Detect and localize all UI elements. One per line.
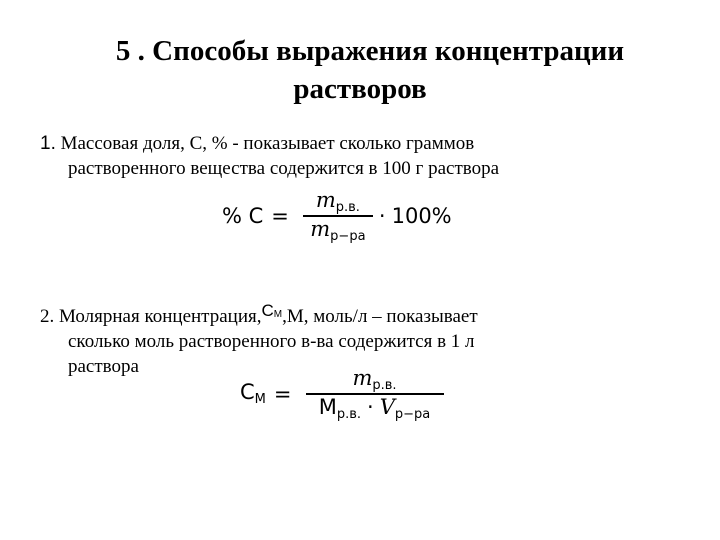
formula1-fraction bbox=[303, 188, 373, 244]
formula2-lhs-sub: М bbox=[254, 392, 266, 408]
formula2-denominator bbox=[316, 395, 434, 422]
formula2-num-var: m bbox=[352, 366, 373, 390]
formula2-den-v-sub: р−ра bbox=[394, 406, 431, 422]
molar-concentration-formula bbox=[240, 366, 450, 422]
mass-fraction-formula bbox=[222, 188, 452, 244]
formula2-dot: · bbox=[367, 394, 374, 419]
item1-line-1 bbox=[40, 131, 680, 156]
formula1-factor: 100% bbox=[391, 203, 452, 228]
item2-text-1b: ,М, моль/л – показывает bbox=[282, 306, 478, 327]
formula1-lhs: % C bbox=[222, 203, 264, 228]
formula2-numerator bbox=[349, 366, 399, 393]
item1-text-1: Массовая доля, С, % - показывает сколько граммов bbox=[55, 133, 475, 154]
molar-symbol-var: C bbox=[261, 301, 274, 320]
item2-text-1a: 2. Молярная концентрация, bbox=[40, 306, 262, 327]
formula1-num-var: m bbox=[315, 188, 336, 212]
formula1-equals: = bbox=[271, 203, 289, 228]
formula1-denominator bbox=[307, 217, 368, 244]
formula1-num-sub: р.в. bbox=[335, 200, 360, 215]
slide-title bbox=[0, 32, 720, 108]
formula2-fraction bbox=[306, 366, 444, 422]
formula1-numerator bbox=[313, 188, 363, 215]
item2-line-3: раствора bbox=[68, 356, 139, 377]
formula2-equals: = bbox=[273, 381, 292, 406]
formula2-den-m: M bbox=[318, 394, 337, 419]
formula1-den-var: m bbox=[310, 216, 331, 241]
formula1-den-sub: р−ра bbox=[330, 228, 366, 244]
formula1-dot: · bbox=[378, 203, 386, 228]
title-line-2: растворов bbox=[293, 73, 427, 105]
title-line-1: 5 . Способы выражения концентрации bbox=[115, 35, 625, 67]
item1-number: 1. bbox=[40, 133, 56, 154]
item1-line-2: растворенного вещества содержится в 100 г раствора bbox=[68, 158, 500, 179]
molar-symbol-sub: М bbox=[273, 309, 283, 320]
item2-line-1 bbox=[40, 302, 680, 329]
item-mass-fraction bbox=[40, 131, 680, 181]
formula2-num-sub: р.в. bbox=[372, 378, 397, 393]
formula2-den-m-sub: р.в. bbox=[336, 406, 362, 422]
formula2-den-v: V bbox=[379, 394, 395, 419]
formula2-lhs bbox=[240, 380, 266, 407]
molar-symbol bbox=[261, 302, 282, 320]
formula2-lhs-var: C bbox=[240, 380, 255, 405]
item2-line-2: сколько моль растворенного в-ва содержится в 1 л bbox=[68, 331, 475, 352]
